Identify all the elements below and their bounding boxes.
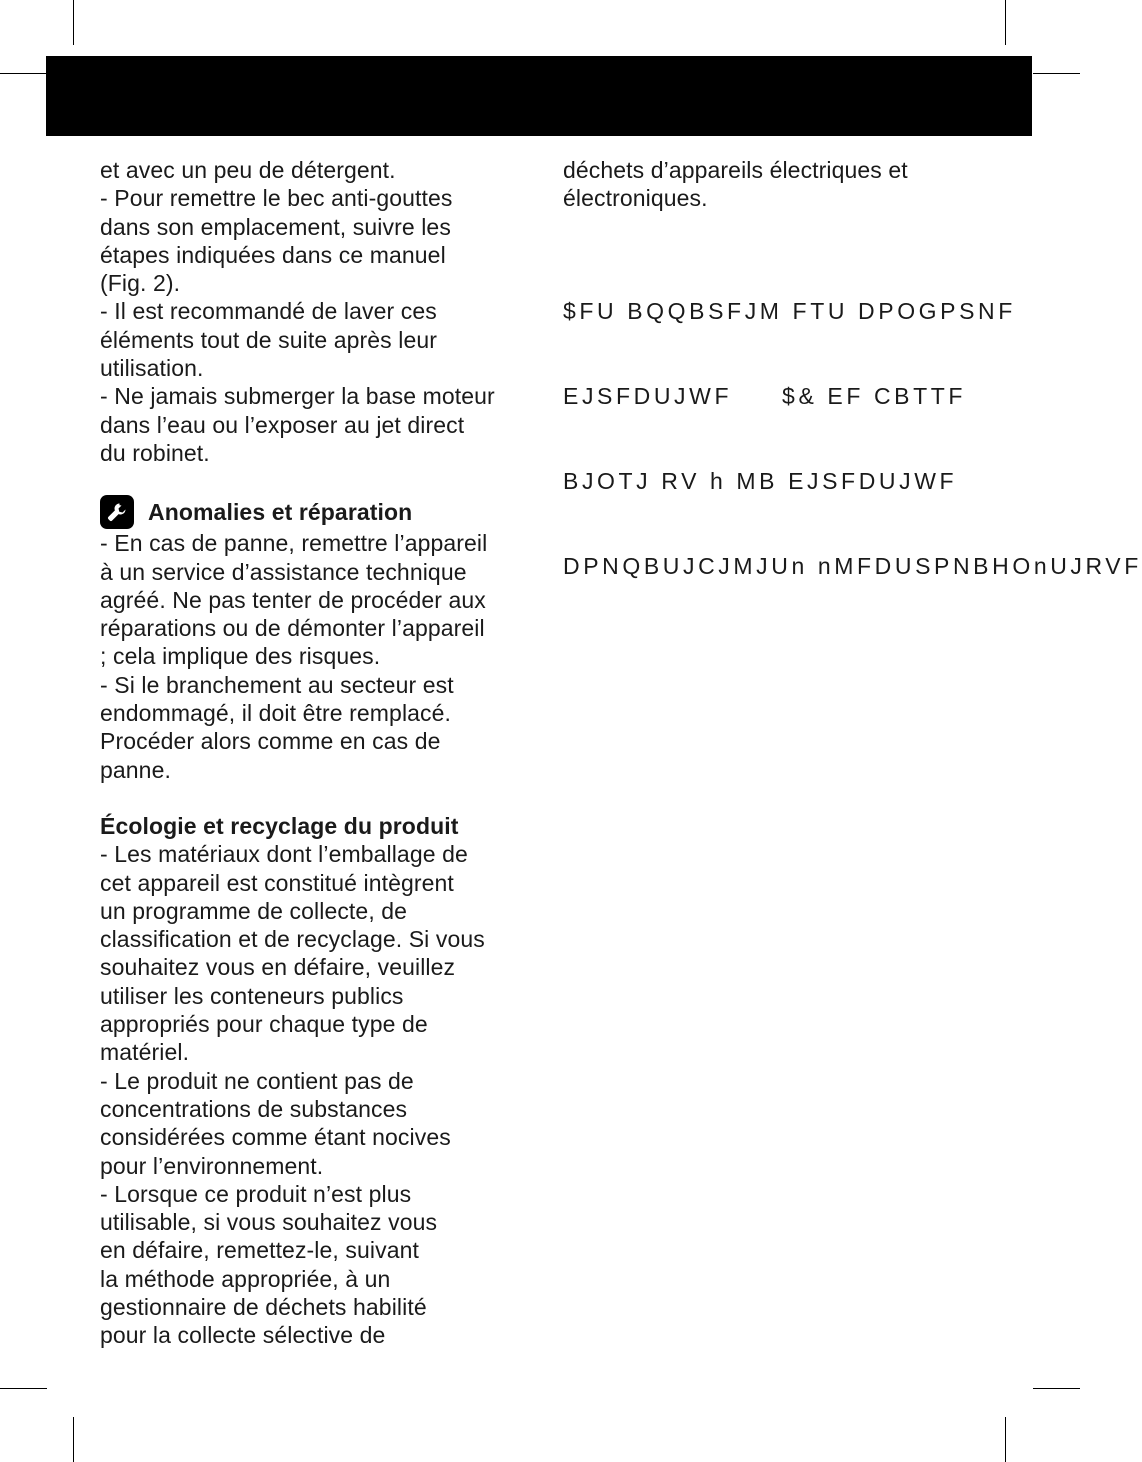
ecology-heading-row (100, 812, 530, 840)
paragraph-wash-after-use: - Il est recommandé de laver ces éléments tout de suite après leur utilisation. (100, 298, 437, 382)
crop-mark-top-left (73, 0, 74, 45)
crop-mark-left-top (0, 73, 47, 74)
garbled-line: $FU BQQBSFJM FTU DPOGPSNF (563, 298, 1016, 325)
right-column (563, 156, 1142, 637)
crop-mark-bottom-left (73, 1417, 74, 1462)
repair-heading: Anomalies et réparation (148, 499, 413, 526)
crop-mark-bottom-right (1005, 1417, 1006, 1462)
paragraph-disposal: - Lorsque ce produit n’est plus utilisable, si vous souhaitez vous en défaire, remettez-le, suivant la méthode appropriée, à un gestionnaire de déchets habilité pour la collecte sélective de (100, 1180, 438, 1349)
garbled-line: BJOTJ RV h MB EJSFDUJWF (563, 467, 958, 494)
paragraph-detergent: et avec un peu de détergent. (100, 157, 396, 183)
garbled-line: EJSFDUJWF $& EF CBTTF (563, 383, 967, 410)
paragraph-weee-continuation: déchets d’appareils électriques et électroniques. (563, 157, 908, 212)
crop-mark-right-top (1033, 73, 1080, 74)
crop-mark-right-bottom (1033, 1388, 1080, 1389)
repair-heading-row (100, 495, 530, 529)
paragraph-packaging: - Les matériaux dont l’emballage de cet appareil est constitué intègrent un programme de collecte, de classification et de recyclage. Si vous souhaitez vous en défaire, veuillez utiliser les conteneurs publics appropriés pour chaque type de matériel. (100, 841, 485, 1066)
paragraph-drip-spout: - Pour remettre le bec anti-gouttes dans son emplacement, suivre les étapes indiquées dans ce manuel (Fig. 2). (100, 185, 453, 297)
garbled-conformity-text (563, 241, 1142, 637)
header-band (46, 56, 1032, 136)
ecology-heading: Écologie et recyclage du produit (100, 812, 459, 839)
paragraph-substances: - Le produit ne contient pas de concentrations de substances considérées comme étant nocives pour l’environnement. (100, 1067, 451, 1179)
crop-mark-left-bottom (0, 1388, 47, 1389)
wrench-icon (100, 495, 134, 529)
left-column (100, 156, 530, 1350)
crop-mark-top-right (1005, 0, 1006, 45)
paragraph-cable-damaged: - Si le branchement au secteur est endommagé, il doit être remplacé. Procéder alors comme en cas de panne. (100, 671, 454, 783)
garbled-line: DPNQBUJCJMJUn nMFDUSPNBHOnUJRVF (563, 552, 1142, 579)
paragraph-no-submerge: - Ne jamais submerger la base moteur dans l’eau ou l’exposer au jet direct du robinet. (100, 383, 495, 466)
paragraph-breakdown: - En cas de panne, remettre l’appareil à un service d’assistance technique agréé. Ne pas tenter de procéder aux réparations ou de démonter l’appareil ; cela implique des risques. (100, 530, 488, 670)
